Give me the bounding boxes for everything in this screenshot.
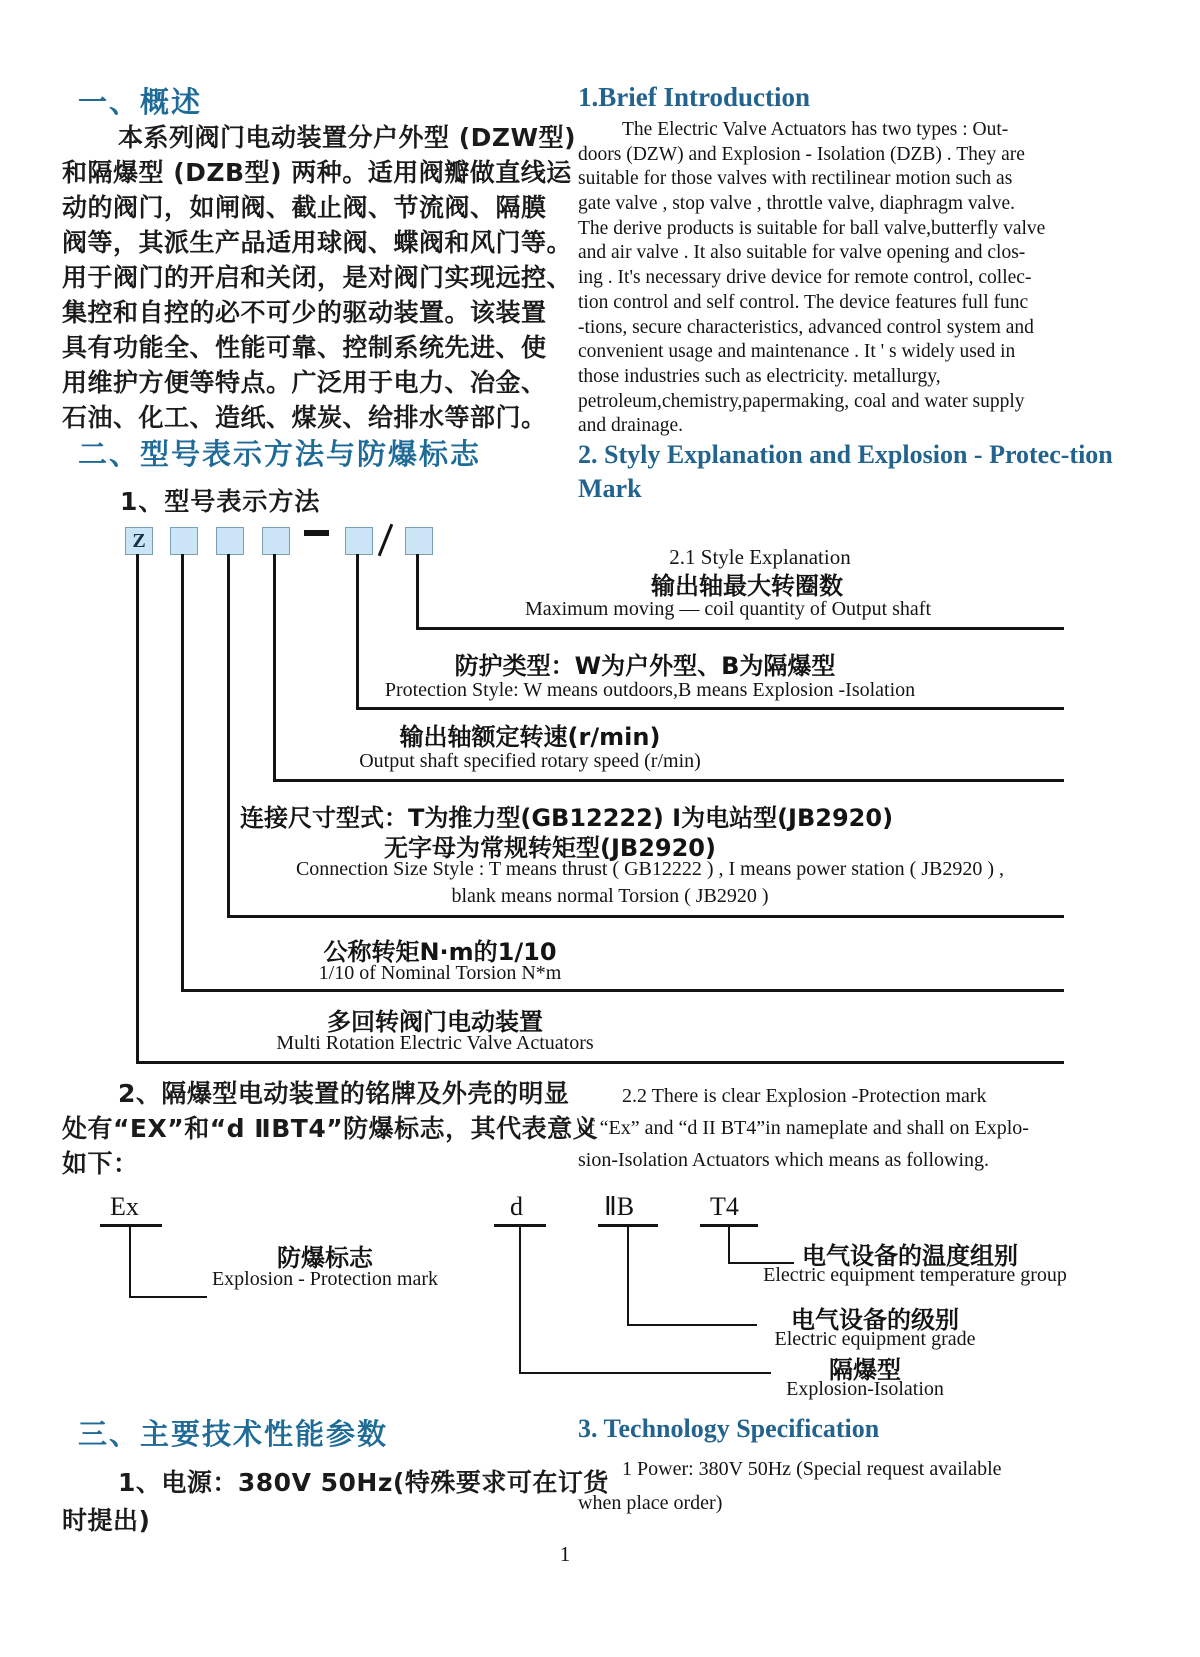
text-line: gate valve , stop valve , throttle valve, diaphragm valve. (578, 193, 1015, 215)
text-line: suitable for those valves with rectilinear motion such as (578, 168, 1013, 190)
label-grade-en: Electric equipment grade (774, 1328, 976, 1350)
text-line: 本系列阀门电动装置分户外型 (DZW型) (118, 123, 577, 152)
text-line: 和隔爆型 (DZB型) 两种。适用阀瓣做直线运 (62, 158, 572, 187)
text-line: petroleum,chemistry,papermaking, coal and water supply (578, 390, 1025, 412)
diagram-connector-line (129, 1224, 131, 1298)
label-protection-cn: 防护类型：W为户外型、B为隔爆型 (454, 652, 836, 680)
page-number: 1 (559, 1542, 571, 1566)
text-line: those industries such as electricity. metallurgy, (578, 365, 941, 387)
text-line: 集控和自控的必不可少的驱动装置。该装置 (62, 298, 547, 327)
section1-heading-en: 1.Brief Introduction (578, 82, 811, 112)
text-line: 用维护方便等特点。广泛用于电力、冶金、 (62, 368, 547, 397)
text-line: 2.2 There is clear Explosion -Protection mark (622, 1085, 987, 1107)
label-connection-cn-2: 无字母为常规转矩型(JB2920) (384, 834, 716, 862)
diagram-rule (273, 779, 1064, 782)
text-line: doors (DZW) and Explosion - Isolation (DZB) . They are (578, 143, 1025, 165)
label-torque-en: 1/10 of Nominal Torsion N*m (318, 962, 562, 984)
diagram-connector-line (728, 1224, 730, 1264)
label-connection-cn-1: 连接尺寸型式：T为推力型(GB12222) I为电站型(JB2920) (240, 804, 894, 832)
diagram-rule (416, 627, 1064, 630)
exmark-label-t4: T4 (710, 1192, 739, 1221)
section3-paragraph-en (578, 1452, 1108, 1520)
text-line: Mark (578, 474, 642, 503)
diagram-connector-line (273, 554, 276, 782)
text-line: ing . It's necessary drive device for remote control, collec- (578, 267, 1032, 289)
label-temperature-en: Electric equipment temperature group (763, 1264, 1067, 1286)
text-line: and air valve . It also suitable for valve opening and clos- (578, 242, 1026, 264)
text-line: 石油、化工、造纸、煤炭、给排水等部门。 (62, 403, 547, 432)
section2-heading-en (578, 438, 1118, 506)
label-speed-en: Output shaft specified rotary speed (r/min) (359, 750, 701, 772)
text-line: 处有“EX”和“d ⅡBT4”防爆标志，其代表意义 (62, 1114, 599, 1143)
explosion-paragraph-cn (62, 1076, 599, 1181)
text-line: 2、隔爆型电动装置的铭牌及外壳的明显 (118, 1079, 570, 1108)
text-line: 时提出) (62, 1506, 151, 1535)
text-line: The Electric Valve Actuators has two types : Out- (622, 119, 1009, 140)
text-line: sion-Isolation Actuators which means as following. (578, 1149, 990, 1171)
model-code-box-prefix: Z (125, 527, 153, 555)
label-grade-cn: 电气设备的级别 (791, 1306, 959, 1334)
section2-sub-cn: 1、型号表示方法 (120, 487, 321, 516)
section2-heading-cn: 二、型号表示方法与防爆标志 (78, 437, 482, 471)
text-line: convenient usage and maintenance . It ' s widely used in (578, 341, 1016, 363)
section3-heading-en: 3. Technology Specification (578, 1414, 880, 1443)
text-line: when place order) (578, 1492, 723, 1514)
diagram-connector-line (181, 554, 184, 992)
label-connection-en-2: blank means normal Torsion ( JB2920 ) (451, 885, 769, 907)
diagram-rule (227, 915, 1064, 918)
label-isolation-cn: 隔爆型 (829, 1356, 901, 1384)
explosion-paragraph-en (578, 1080, 1108, 1176)
dash-separator (304, 530, 329, 536)
label-exmark-en: Explosion - Protection mark (211, 1268, 439, 1290)
diagram-rule (356, 707, 1064, 710)
text-line: 2. Styly Explanation and Explosion - Protec-tion (578, 440, 1113, 469)
text-line: and drainage. (578, 415, 684, 437)
model-code-box-6 (405, 527, 433, 555)
diagram-tick (100, 1224, 162, 1227)
label-speed-cn: 输出轴额定转速(r/min) (399, 723, 661, 751)
exmark-label-ex: Ex (110, 1192, 139, 1221)
exmark-label-d: d (510, 1192, 523, 1221)
slash-separator (378, 524, 394, 557)
label-connection-en-1: Connection Size Style : T means thrust ( GB12222 ) , I means power station ( JB2920 ) , (295, 858, 1005, 880)
diagram-rule (136, 1061, 1064, 1064)
section2-sub-en: 2.1 Style Explanation (669, 545, 851, 569)
diagram-connector-line (519, 1224, 521, 1374)
text-line: 用于阀门的开启和关闭，是对阀门实现远控、 (62, 263, 573, 292)
diagram-connector-line (627, 1324, 757, 1326)
label-max-turns-cn: 输出轴最大转圈数 (651, 572, 843, 600)
label-multi-rotation-en: Multi Rotation Electric Valve Actuators (276, 1032, 594, 1054)
exmark-label-iib: ⅡB (604, 1192, 635, 1221)
diagram-rule (181, 989, 1064, 992)
section3-paragraph-cn (62, 1464, 609, 1540)
label-isolation-en: Explosion-Isolation (786, 1378, 944, 1400)
diagram-connector-line (627, 1224, 629, 1326)
label-max-turns-en: Maximum moving — coil quantity of Output shaft (524, 598, 932, 620)
section1-heading-cn: 一、概述 (78, 85, 203, 119)
label-protection-en: Protection Style: W means outdoors,B means Explosion -Isolation (384, 679, 916, 701)
section1-paragraph-en (578, 118, 1108, 439)
diagram-connector-line (129, 1296, 207, 1298)
text-line: tion control and self control. The device features full func (578, 291, 1029, 313)
text-line: 阀等，其派生产品适用球阀、蝶阀和风门等。 (62, 228, 573, 257)
diagram-connector-line (136, 554, 139, 1064)
text-line: 具有功能全、性能可靠、控制系统先进、使 (62, 333, 547, 362)
text-line: The derive products is suitable for ball valve,butterfly valve (578, 217, 1046, 239)
text-line: 1、电源：380V 50Hz(特殊要求可在订货 (118, 1468, 609, 1497)
diagram-connector-line (519, 1372, 771, 1374)
text-line: 如下： (62, 1149, 139, 1178)
text-line: 动的阀门，如闸阀、截止阀、节流阀、隔膜 (62, 193, 547, 222)
model-code-box-4 (262, 527, 290, 555)
label-exmark-cn: 防爆标志 (277, 1244, 373, 1272)
label-temperature-cn: 电气设备的温度组别 (802, 1242, 1018, 1270)
model-code-box-2 (170, 527, 198, 555)
text-line: 1 Power: 380V 50Hz (Special request available (622, 1458, 1002, 1480)
section1-paragraph-cn (62, 120, 577, 435)
section3-heading-cn: 三、主要技术性能参数 (78, 1417, 389, 1451)
label-multi-rotation-cn: 多回转阀门电动装置 (327, 1008, 543, 1036)
text-line: -tions, secure characteristics, advanced control system and (578, 316, 1034, 338)
model-code-box-5 (345, 527, 373, 555)
text-line: of “Ex” and “d II BT4”in nameplate and shall on Explo- (578, 1117, 1029, 1139)
model-code-box-3 (216, 527, 244, 555)
label-torque-cn: 公称转矩N·m的1/10 (323, 938, 557, 966)
diagram-connector-line (227, 554, 230, 918)
